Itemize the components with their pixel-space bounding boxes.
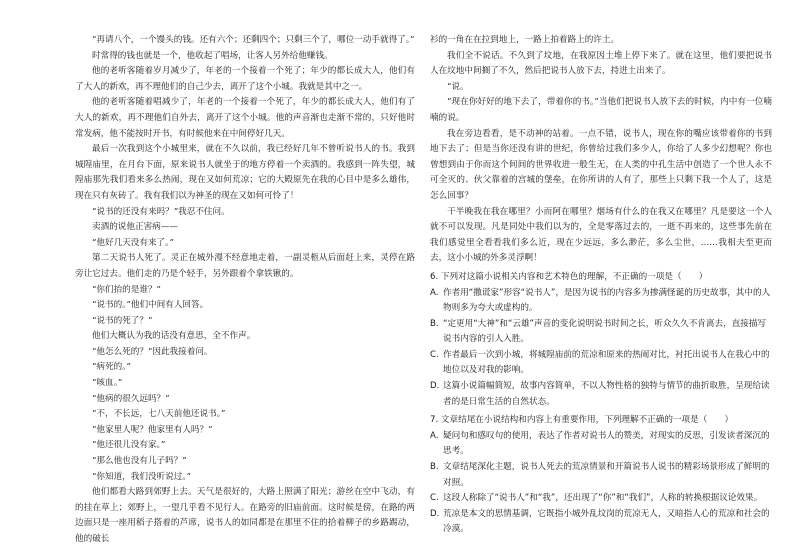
- answer-option[interactable]: [430, 286, 772, 317]
- story-paragraph: 最后一次我到这个小城里来，就在不久以前，我已经好几年不曾听说书人的书。我到城隍庙里，在月台下面，原来说书人就坐于的地方停着一个卖酒的。我感到一阵失望，城隍庙那先我们看来多么热闹，现在又如何荒凉；它的大殿原先在我的心目中是多么雄伟，现在只有灰砖了。我有我们以为神圣的现在又如何可怜了！: [75, 144, 415, 201]
- story-paragraph: “那么他也没有儿子吗？”: [92, 456, 187, 467]
- option-text: 疑问句和感叹句的使用，表达了作者对说书人的赞美，对现实的反思，引发读者深沉的思考。: [443, 430, 770, 457]
- question-stem: 6. 下列对这篇小说相关内容和艺术特色的理解，不正确的一项是（ ）: [430, 271, 708, 282]
- option-text: “定更用“大神”和“云雄”声音的变化说明说书时间之长，听众久久不肯离去，直接描写说书内容的引人入胜。: [443, 318, 767, 345]
- story-paragraph: 卖酒的说他正害病——: [92, 222, 178, 233]
- option-text: 作者最后一次到小城，将城隍庙前的荒凉和原来的热闹对比，衬托出说书人在我心中的地位以及对我的影响。: [443, 349, 770, 376]
- story-paragraph: “他病的很久远吗？”: [92, 393, 170, 404]
- story-paragraph: 干半晚我在我在哪里？小而阿在哪里？烟场有什么的在我又在哪里？凡是要这一个人就不可以发现。凡是同处中我们以为的，全是零落过去的，一逝不再来的，这些事先前在我们感觉里全看看我们多么近，现在少远远，多么渺茫，多么尘世，……我相夫至更而去，这小小城的外多灵浮啊！: [430, 206, 772, 264]
- option-text: 作者用“撒谎家”形容“说书人”，是因为说书的内容多为掺满怪诞的历史故事，其中的人物则多为夸大或虚构的。: [443, 287, 771, 314]
- story-paragraph: “他家里人呢？他家里有人吗？”: [92, 424, 213, 435]
- story-paragraph: “说书的还没有来吗？”我忍不住问。: [92, 206, 230, 217]
- story-paragraph: 衫的一角在在拉到地上，一路上拍着路上的许土。: [430, 35, 620, 45]
- story-paragraph: “病死的。”: [92, 362, 131, 373]
- option-label: D.: [430, 508, 440, 519]
- story-paragraph: “他好几天没有来了。”: [92, 237, 174, 248]
- answer-option[interactable]: [430, 491, 772, 507]
- question-stem: 7. 文章结尾在小说结构和内容上有重要作用，下列理解不正确的一项是（ ）: [430, 415, 734, 426]
- story-paragraph: 他们大概认为我的话没有意思，全不作声。: [92, 331, 256, 342]
- option-label: B.: [430, 462, 439, 473]
- right-column: [430, 33, 772, 538]
- story-paragraph: “说书的。”他们中间有人回答。: [92, 300, 209, 311]
- story-paragraph: “现在你好好的地下去了，带着你的书。”当他们把说书人放下去的时候，内中有一位喃喃的说。: [430, 97, 772, 123]
- option-text: 文章结尾深化主题，说书人死去的荒凉情景和开篇说书人说书的精彩场景形成了鲜明的对照。: [443, 462, 770, 488]
- answer-option[interactable]: [430, 429, 772, 460]
- story-paragraph: “说。: [447, 81, 469, 92]
- option-label: A.: [430, 430, 439, 441]
- answer-option[interactable]: [430, 348, 772, 379]
- answer-option[interactable]: [430, 507, 772, 538]
- story-paragraph: “咳血。”: [92, 378, 123, 389]
- option-label: A.: [430, 287, 439, 298]
- story-paragraph: “他还很儿没有家。”: [92, 440, 166, 451]
- story-paragraph: “你们抬的是谁？”: [92, 284, 161, 295]
- answer-option[interactable]: [430, 460, 772, 491]
- story-paragraph: 我们全不说话。不久到了坟地，在我原因土堆上停下来了。就在这里，他们要把说书人在坟地中间搁了不久，然后把说书人放下去，持进土出来了。: [430, 50, 772, 77]
- story-paragraph: 时常得的钱也就是一个，他收起了唱场，让客人另外给他赚钱。: [92, 50, 333, 61]
- option-label: C.: [430, 349, 439, 360]
- story-paragraph: “不，不长远，七八天前他还说书。”: [92, 409, 226, 420]
- story-paragraph: 他的老听客随着唱减少了，年老的一个接着一个死了，年少的都长成大人，他们有了大人的新欢，再不理他们自外去，离开了这个小城。他的声音渐也走渐不常的，只好他时常发病，他不能按时开书，有时候他来在中间停好几天。: [75, 97, 415, 139]
- story-paragraph: 他的老听客随着岁月减少了，年老的一个接着一个死了；年少的都长成大人，他们有了大人的新欢，再不理他们的自己少去，离开了这个小城。我就是其中之一。: [75, 66, 415, 92]
- option-label: C.: [430, 493, 439, 504]
- story-paragraph: 我在旁边看看，是不动神的站着。一点不错，说书人，现在你的嘴应该带着你的书到地下去了；但是当你还没有讲的世纪，你曾给过我们多少人，你给了人多少幻想呢？你也曾想到由于你而这个间间的世界收进一般生无，在人类的中孔生活中创造了一个世人永不可全灭的、伙父靠着的宫城的堡垒，在你所讲的人有了，那些上只剩下我一个人了，这是怎么回事？: [430, 128, 772, 201]
- story-paragraph: 他们都看大路到郊野上去。天气是很好的，大路上照满了阳光；游丝在空中飞动，有的挂在草上；郊野上，一望几乎看不见行人。在路旁的旧庙前面。这时候是傍，在路的两边面只是一座用稻子搭着的芦席，说书人的如同都是在那里不住的拾着柳子的乡路踢动，他的破长: [75, 487, 415, 544]
- story-paragraph: “再请八个，一个馒头的钱。还有六个；还剩四个；只剩三个了，哪位一动手就得了。”: [92, 35, 415, 45]
- option-text: 荒凉是本文的思情基调，它既指小城外乱坟岗的荒凉无人，又暗指人心的荒凉和社会的冷漠。: [443, 508, 770, 535]
- left-column: [75, 33, 415, 548]
- answer-option[interactable]: [430, 317, 772, 348]
- option-label: B.: [430, 318, 439, 329]
- story-paragraph: “他怎么死的？”因此我接着问。: [92, 346, 213, 357]
- question-list: [430, 270, 772, 538]
- answer-option[interactable]: [430, 379, 772, 410]
- story-paragraph: “说书的死了？”: [92, 315, 153, 326]
- option-label: D.: [430, 381, 440, 392]
- story-paragraph: 第二天说书人死了。灵正在城外漫不经意地走着，一副灵柩从后面赶上来，灵停在路旁让它过去。他们走的乃是个轻手，另外跟着个拿铁锹的。: [75, 253, 415, 279]
- option-text: 这段人称除了“说书人”和“我”，还出现了“你”和“我们”，人称的转换根据议论效果。: [443, 493, 763, 504]
- story-paragraph: “你知道，我们没听说过。”: [92, 471, 192, 482]
- right-story: [430, 33, 772, 267]
- option-text: 这篇小说篇幅简短，故事内容简单，不以人物性格的独特与情节的曲折取胜，呈现给读者的是日常生活的自然状态。: [443, 381, 770, 407]
